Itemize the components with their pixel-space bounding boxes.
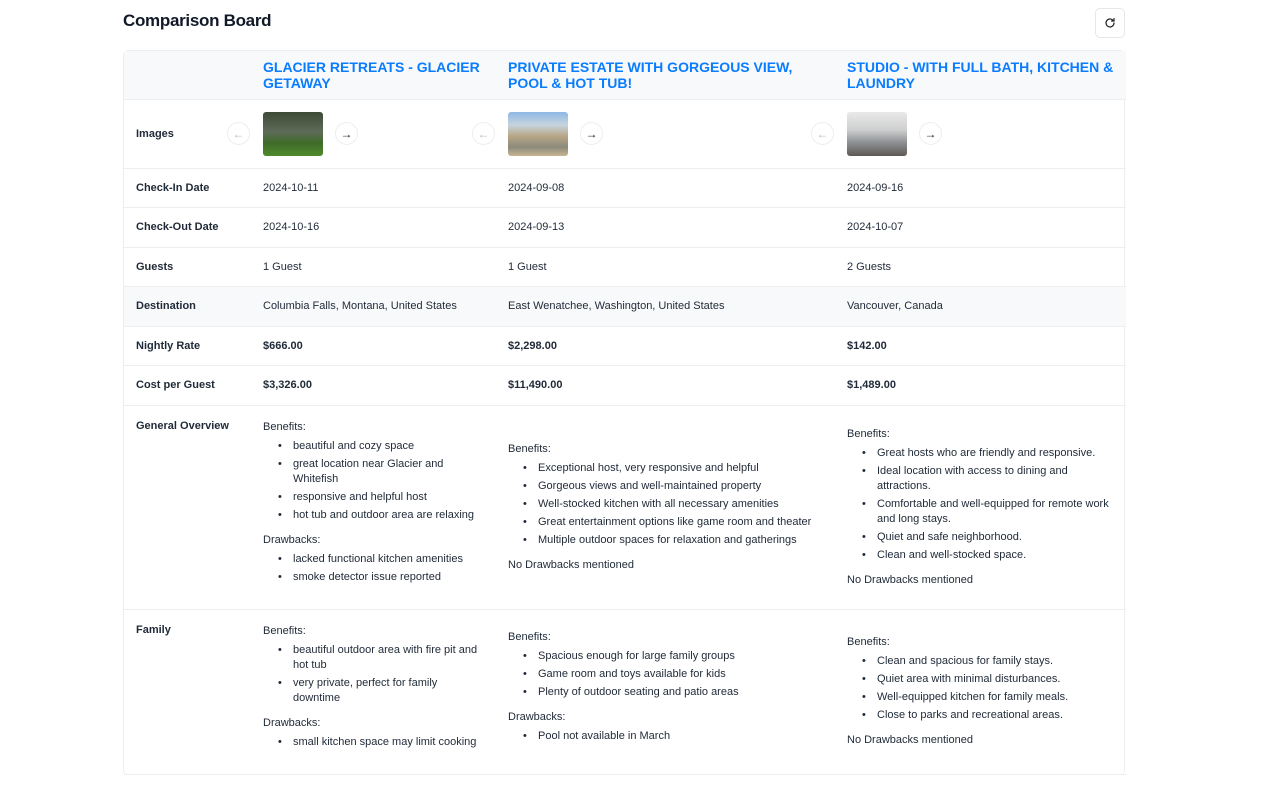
list-item: • great location near Glacier and Whitefish [278, 457, 484, 487]
listing-image[interactable] [508, 112, 568, 156]
destination-value: East Wenatchee, Washington, United States [496, 287, 835, 327]
list-item: • very private, perfect for family downtime [278, 676, 484, 706]
row-label: Family [124, 609, 251, 774]
list-item: • Spacious enough for large family groups [523, 649, 823, 664]
guests-value: 1 Guest [251, 247, 496, 287]
list-item: • Ideal location with access to dining and attractions. [862, 464, 1114, 494]
benefits-list [523, 649, 823, 700]
guests-value: 2 Guests [835, 247, 1126, 287]
row-cost [124, 366, 1126, 406]
listing-title[interactable]: STUDIO - WITH FULL BATH, KITCHEN & LAUNDRY [835, 51, 1126, 99]
checkin-value: 2024-10-11 [251, 168, 496, 208]
row-label: Destination [124, 287, 251, 327]
list-item: • Quiet and safe neighborhood. [862, 530, 1114, 545]
row-overview [124, 405, 1126, 609]
list-item: • lacked functional kitchen amenities [278, 552, 484, 567]
listing-image[interactable] [847, 112, 907, 156]
list-item: • Pool not available in March [523, 729, 823, 744]
family-cell: Benefits: • beautiful outdoor area with fire pit and hot tub • very private, perfect for family downtime Drawbacks: • small kitchen space may limit cooking [251, 609, 496, 774]
next-image-button[interactable]: → [335, 122, 358, 145]
row-label: Nightly Rate [124, 326, 251, 366]
row-family [124, 609, 1126, 774]
benefits-list [862, 446, 1114, 563]
list-item: • beautiful outdoor area with fire pit and hot tub [278, 643, 484, 673]
checkout-value: 2024-09-13 [496, 208, 835, 248]
list-item: • Gorgeous views and well-maintained property [523, 479, 823, 494]
row-label: General Overview [124, 405, 251, 609]
drawbacks-list [278, 552, 484, 585]
cost-value: $1,489.00 [847, 379, 896, 392]
list-item: • Game room and toys available for kids [523, 667, 823, 682]
row-nightly [124, 326, 1126, 366]
guests-value: 1 Guest [496, 247, 835, 287]
next-image-button[interactable]: → [580, 122, 603, 145]
listing-title[interactable]: PRIVATE ESTATE WITH GORGEOUS VIEW, POOL & HOT TUB! [496, 51, 835, 99]
overview-cell: Benefits: • Exceptional host, very responsive and helpful • Gorgeous views and well-maintained property • Well-stocked kitchen with all necessary amenities • Great entertainment options like game room and theater • Multiple outdoor spaces for relaxation and gatherings No Drawbacks mentioned [496, 405, 835, 609]
comparison-table [123, 50, 1125, 775]
row-destination [124, 287, 1126, 327]
checkout-value: 2024-10-07 [835, 208, 1126, 248]
row-label: Check-Out Date [124, 208, 251, 248]
row-checkin [124, 168, 1126, 208]
list-item: • hot tub and outdoor area are relaxing [278, 508, 484, 523]
row-images [124, 99, 1126, 168]
list-item: • Quiet area with minimal disturbances. [862, 672, 1114, 687]
list-item: • Comfortable and well-equipped for remote work and long stays. [862, 497, 1114, 527]
row-label: Guests [124, 247, 251, 287]
nightly-value: $142.00 [847, 339, 887, 352]
overview-cell: Benefits: • beautiful and cozy space • great location near Glacier and Whitefish • responsive and helpful host • hot tub and outdoor area are relaxing Drawbacks: • lacked functional kitchen amenities • smoke detector issue reported [251, 405, 496, 609]
list-item: • Well-equipped kitchen for family meals. [862, 690, 1114, 705]
list-item: • Plenty of outdoor seating and patio areas [523, 685, 823, 700]
list-item: • small kitchen space may limit cooking [278, 735, 484, 750]
nightly-value: $2,298.00 [508, 339, 557, 352]
no-drawbacks: No Drawbacks mentioned [847, 734, 973, 746]
list-item: • smoke detector issue reported [278, 570, 484, 585]
list-item: • Clean and well-stocked space. [862, 548, 1114, 563]
list-item: • Well-stocked kitchen with all necessary amenities [523, 497, 823, 512]
drawbacks-list [523, 729, 823, 744]
family-cell: Benefits: • Clean and spacious for family stays. • Quiet area with minimal disturbances. • Well-equipped kitchen for family meals. • Close to parks and recreational areas. No Drawbacks mentioned [835, 609, 1126, 774]
checkout-value: 2024-10-16 [251, 208, 496, 248]
cost-value: $11,490.00 [508, 379, 563, 392]
listing-title[interactable]: GLACIER RETREATS - GLACIER GETAWAY [251, 51, 496, 99]
page-title: Comparison Board [123, 11, 272, 30]
checkin-value: 2024-09-16 [835, 168, 1126, 208]
refresh-button[interactable] [1095, 8, 1125, 38]
prev-image-button[interactable]: ← [472, 122, 495, 145]
family-cell: Benefits: • Spacious enough for large family groups • Game room and toys available for kids • Plenty of outdoor seating and patio areas Drawbacks: • Pool not available in March [496, 609, 835, 774]
row-checkout [124, 208, 1126, 248]
prev-image-button[interactable]: ← [811, 122, 834, 145]
cost-value: $3,326.00 [263, 379, 312, 392]
list-item: • responsive and helpful host [278, 490, 484, 505]
row-label: Images [124, 99, 251, 168]
drawbacks-list [278, 735, 484, 750]
checkin-value: 2024-09-08 [496, 168, 835, 208]
no-drawbacks: No Drawbacks mentioned [508, 558, 634, 571]
list-item: • Exceptional host, very responsive and helpful [523, 461, 823, 476]
list-item: • Great hosts who are friendly and responsive. [862, 446, 1114, 461]
benefits-list [523, 461, 823, 548]
list-item: • Great entertainment options like game room and theater [523, 515, 823, 530]
nightly-value: $666.00 [263, 339, 303, 352]
list-item: • beautiful and cozy space [278, 439, 484, 454]
row-label: Cost per Guest [124, 366, 251, 406]
list-item: • Multiple outdoor spaces for relaxation and gatherings [523, 533, 823, 548]
list-item: • Clean and spacious for family stays. [862, 654, 1114, 669]
next-image-button[interactable]: → [919, 122, 942, 145]
no-drawbacks: No Drawbacks mentioned [847, 573, 973, 586]
refresh-icon [1104, 17, 1116, 29]
benefits-list [278, 643, 484, 706]
prev-image-button[interactable]: ← [227, 122, 250, 145]
benefits-list [278, 439, 484, 523]
destination-value: Vancouver, Canada [835, 287, 1126, 327]
overview-cell: Benefits: • Great hosts who are friendly and responsive. • Ideal location with access to dining and attractions. • Comfortable and well-equipped for remote work and long stays. • Quiet and safe neighborhood. • Clean and well-stocked space. No Drawbacks mentioned [835, 405, 1126, 609]
list-item: • Close to parks and recreational areas. [862, 708, 1114, 723]
row-guests [124, 247, 1126, 287]
benefits-list [862, 654, 1114, 723]
destination-value: Columbia Falls, Montana, United States [251, 287, 496, 327]
row-label: Check-In Date [124, 168, 251, 208]
listing-image[interactable] [263, 112, 323, 156]
